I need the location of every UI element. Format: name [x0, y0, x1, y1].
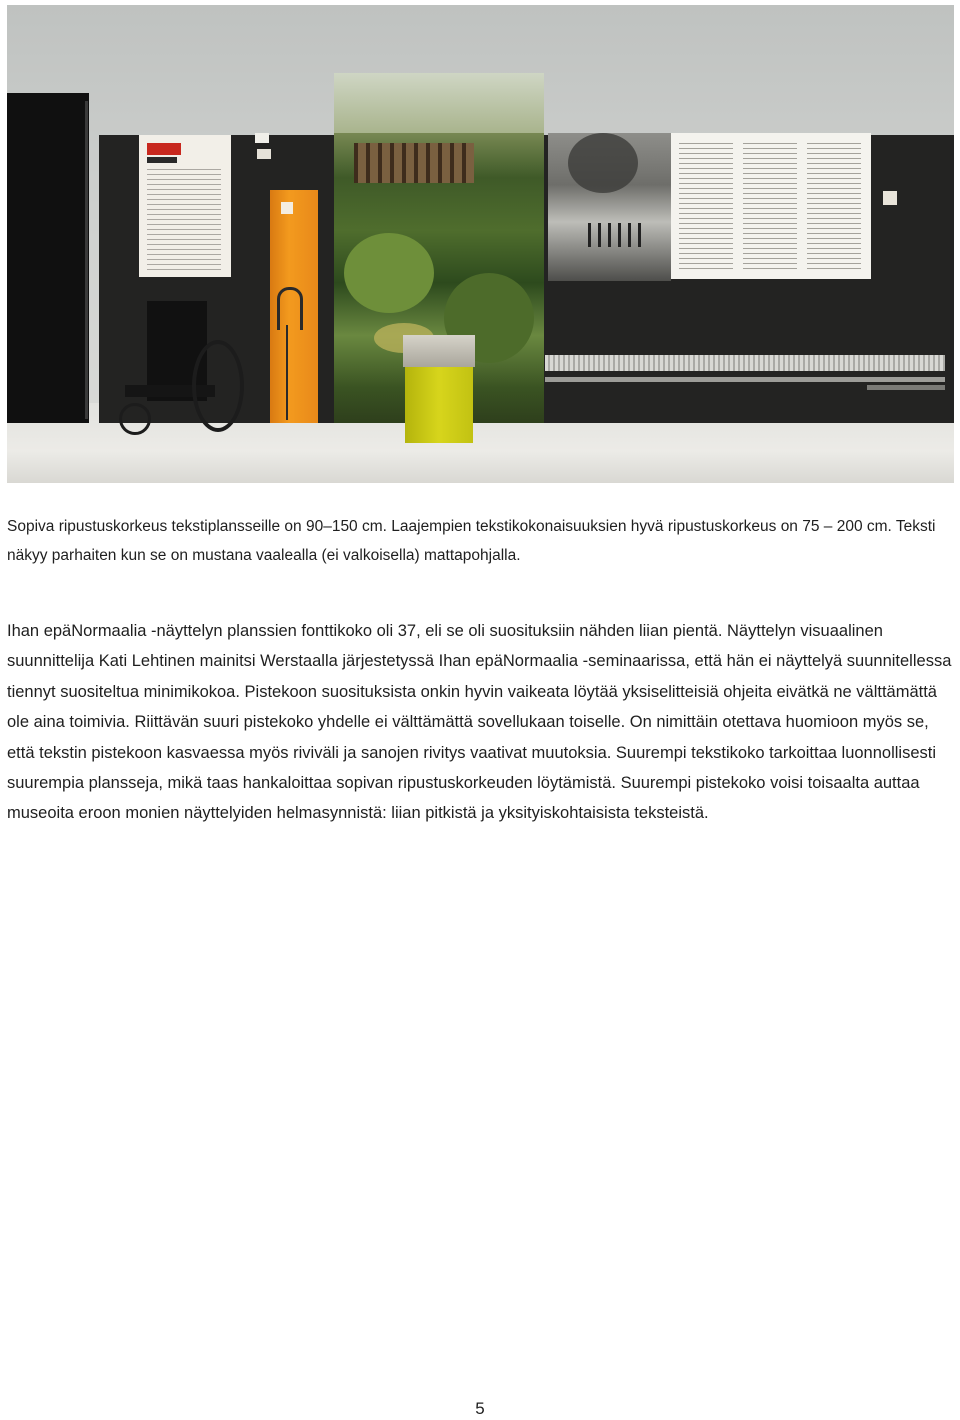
body-paragraph: Ihan epäNormaalia -näyttelyn planssien fonttikoko oli 37, eli se oli suosituksiin nähden liian pientä. Näyttelyn visuaalinen suunnittelija Kati Lehtinen mainitsi Werstaalla järjestetyssä Ihan epäNormaalia -seminaarissa, että hän ei näyttelyä suunnitellessa tiennyt suositeltua minimikokoa. Pistekoon suosituksista onkin hyvin vaikeata löytää yksiselitteisiä ohjeita eivätkä ne välttämättä ole aina toimivia. Riittävän suuri pistekoko yhdelle ei välttämättä sovellukaan toiselle. On nimittäin otettava huomioon myös se, että tekstin pistekoon kasvaessa myös riviväli ja sanojen rivitys vaativat muutoksia. Suurempi tekstikoko tarkoittaa luonnollisesti suurempia plansseja, mikä taas hankaloittaa sopivan ripustuskorkeuden löytämistä. Suurempi pistekoko voisi toisaalta auttaa museoita eroon monien näyttelyiden helmasynnistä: liian pitkistä ja yksityiskohtaisista teksteistä.: [7, 622, 952, 823]
headphones-icon: [277, 287, 303, 330]
poster-logo-subtitle: [147, 157, 177, 163]
pipe-secondary: [867, 385, 945, 390]
text-column: [743, 143, 797, 271]
panel-plate: [281, 202, 293, 214]
text-panel: [671, 133, 871, 279]
page-number: 5: [475, 1399, 485, 1418]
door-frame: [15, 101, 88, 419]
wheelchair-caster: [119, 403, 151, 435]
bw-figures: [588, 223, 648, 247]
exhibition-photo: [7, 5, 954, 483]
stone-on-pedestal: [403, 335, 475, 367]
poster-logo: [147, 143, 181, 155]
nature-sky: [334, 73, 544, 133]
text-column: [679, 143, 733, 271]
small-portrait: [883, 191, 897, 205]
headphone-cable: [286, 325, 288, 420]
radiator: [545, 355, 945, 371]
poster-text-lines: [147, 169, 221, 271]
exhibition-poster: [139, 135, 231, 277]
bw-tree: [568, 133, 638, 193]
text-column: [807, 143, 861, 271]
small-sign: [255, 133, 269, 143]
photo-caption: Sopiva ripustuskorkeus tekstiplansseille on 90–150 cm. Laajempien tekstikokonaisuuksien hyvä ripustuskorkeus on 75 – 200 cm. Teksti näkyy parhaiten kun se on mustana vaalealla (ei valkoisella) mattapohjalla.: [7, 518, 936, 564]
yellow-pedestal: [405, 367, 473, 443]
black-white-photo: [548, 133, 671, 281]
wheelchair-wheel: [192, 340, 244, 432]
small-sign-secondary: [257, 149, 271, 159]
pipe: [545, 377, 945, 382]
bush: [344, 233, 434, 313]
wooden-bridge: [354, 143, 474, 183]
